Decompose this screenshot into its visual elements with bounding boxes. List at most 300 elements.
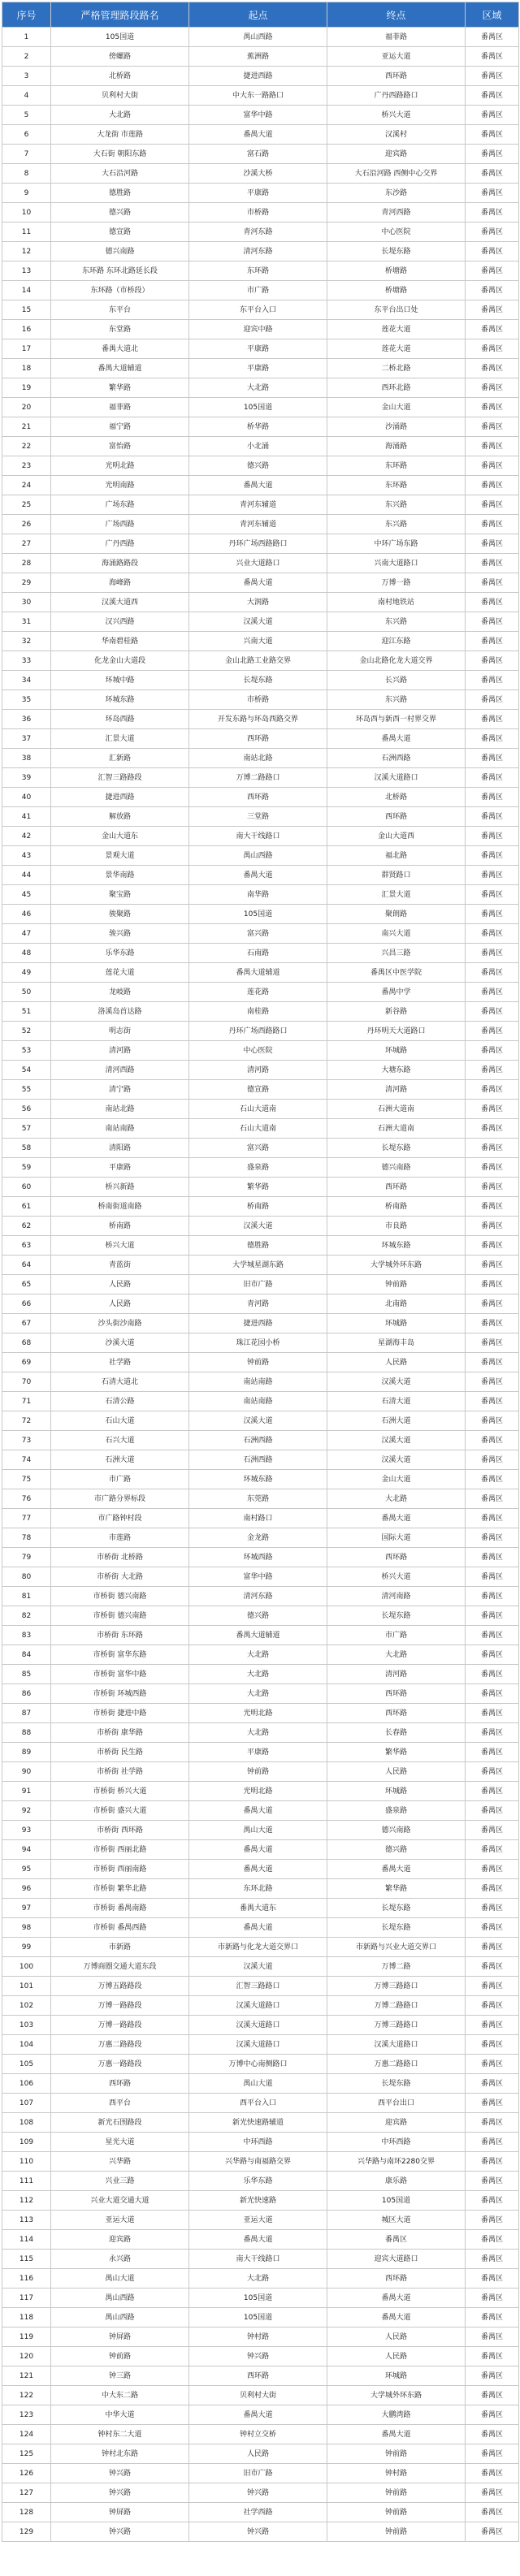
cell-start: 石山大道南 bbox=[189, 1100, 327, 1119]
header-area: 区域 bbox=[466, 2, 519, 28]
cell-no: 54 bbox=[2, 1061, 51, 1080]
table-row bbox=[2, 1022, 519, 1041]
cell-end: 人民路 bbox=[327, 1353, 466, 1372]
table-row bbox=[2, 300, 519, 320]
cell-road-name: 德宣路 bbox=[51, 223, 189, 242]
cell-road-name: 景观大道 bbox=[51, 846, 189, 866]
cell-end: 迎宾路 bbox=[327, 145, 466, 164]
cell-no: 96 bbox=[2, 1879, 51, 1899]
header-road-name: 严格管理路段路名 bbox=[51, 2, 189, 28]
cell-road-name: 德兴南路 bbox=[51, 242, 189, 261]
cell-no: 36 bbox=[2, 710, 51, 729]
cell-area: 番禺区 bbox=[466, 866, 519, 885]
cell-road-name: 化龙金山大道段 bbox=[51, 651, 189, 671]
cell-start: 开发东路与环岛西路交界 bbox=[189, 710, 327, 729]
table-row bbox=[2, 359, 519, 378]
cell-end: 北桥路 bbox=[327, 788, 466, 807]
cell-end: 汉溪大道 bbox=[327, 1431, 466, 1450]
cell-start: 番禺大道 bbox=[189, 573, 327, 593]
table-row bbox=[2, 1704, 519, 1723]
cell-area: 番禺区 bbox=[466, 1217, 519, 1236]
cell-start: 新光快速路 bbox=[189, 2191, 327, 2211]
cell-start: 莲花路 bbox=[189, 983, 327, 1002]
cell-end: 青河西路 bbox=[327, 203, 466, 223]
table-row bbox=[2, 1139, 519, 1158]
cell-area: 番禺区 bbox=[466, 437, 519, 456]
cell-area: 番禺区 bbox=[466, 1314, 519, 1333]
table-row bbox=[2, 1723, 519, 1743]
cell-road-name: 沙溪大道 bbox=[51, 1333, 189, 1353]
cell-end: 石清大道 bbox=[327, 1392, 466, 1411]
cell-end: 西环路 bbox=[327, 1704, 466, 1723]
cell-road-name: 新光石围路段 bbox=[51, 2113, 189, 2133]
cell-start: 富华中路 bbox=[189, 106, 327, 125]
cell-area: 番禺区 bbox=[466, 1528, 519, 1548]
table-row bbox=[2, 2386, 519, 2405]
cell-end: 西环路 bbox=[327, 1548, 466, 1567]
table-row bbox=[2, 2133, 519, 2152]
cell-no: 8 bbox=[2, 164, 51, 184]
cell-no: 121 bbox=[2, 2366, 51, 2386]
cell-no: 117 bbox=[2, 2289, 51, 2308]
cell-start: 大北路 bbox=[189, 1645, 327, 1665]
cell-end: 番禺区中医学院 bbox=[327, 963, 466, 983]
cell-start: 南大干线路口 bbox=[189, 827, 327, 846]
table-row bbox=[2, 1236, 519, 1256]
cell-no: 123 bbox=[2, 2405, 51, 2425]
cell-no: 29 bbox=[2, 573, 51, 593]
cell-area: 番禺区 bbox=[466, 2113, 519, 2133]
cell-area: 番禺区 bbox=[466, 1626, 519, 1645]
cell-end: 人民路 bbox=[327, 1762, 466, 1782]
cell-area: 番禺区 bbox=[466, 47, 519, 67]
cell-road-name: 市桥街 捷进中路 bbox=[51, 1704, 189, 1723]
cell-start: 平康路 bbox=[189, 184, 327, 203]
cell-road-name: 番禺大道辅道 bbox=[51, 359, 189, 378]
cell-road-name: 贝利村大街 bbox=[51, 86, 189, 106]
cell-road-name: 市桥街 德兴南路 bbox=[51, 1606, 189, 1626]
cell-area: 番禺区 bbox=[466, 2386, 519, 2405]
cell-start: 禺山大道 bbox=[189, 1821, 327, 1840]
cell-end: 石洲西路 bbox=[327, 749, 466, 768]
cell-start: 社学西路 bbox=[189, 2503, 327, 2522]
cell-area: 番禺区 bbox=[466, 2308, 519, 2327]
cell-start: 亚运大道 bbox=[189, 2211, 327, 2230]
cell-area: 番禺区 bbox=[466, 1548, 519, 1567]
cell-start: 钟兴路 bbox=[189, 2483, 327, 2503]
table-row bbox=[2, 398, 519, 417]
cell-start: 钟前路 bbox=[189, 1353, 327, 1372]
cell-end: 汉溪大道路口 bbox=[327, 2035, 466, 2055]
table-row bbox=[2, 2425, 519, 2444]
cell-no: 71 bbox=[2, 1392, 51, 1411]
cell-road-name: 捷进西路 bbox=[51, 788, 189, 807]
cell-no: 17 bbox=[2, 339, 51, 359]
cell-area: 番禺区 bbox=[466, 2055, 519, 2074]
cell-no: 82 bbox=[2, 1606, 51, 1626]
cell-area: 番禺区 bbox=[466, 1704, 519, 1723]
cell-road-name: 富怡路 bbox=[51, 437, 189, 456]
table-row bbox=[2, 963, 519, 983]
cell-no: 26 bbox=[2, 515, 51, 534]
table-row bbox=[2, 145, 519, 164]
cell-start: 番禺大道 bbox=[189, 866, 327, 885]
cell-start: 105国道 bbox=[189, 2308, 327, 2327]
cell-start: 桥南路 bbox=[189, 1197, 327, 1217]
table-row bbox=[2, 2074, 519, 2094]
cell-area: 番禺区 bbox=[466, 2503, 519, 2522]
cell-end: 汉溪大道 bbox=[327, 1450, 466, 1470]
cell-area: 番禺区 bbox=[466, 1041, 519, 1061]
cell-no: 98 bbox=[2, 1918, 51, 1938]
table-row bbox=[2, 690, 519, 710]
cell-end: 金山大道 bbox=[327, 398, 466, 417]
table-row bbox=[2, 456, 519, 476]
cell-start: 旧市广路 bbox=[189, 2464, 327, 2483]
cell-area: 番禺区 bbox=[466, 67, 519, 86]
table-row bbox=[2, 1509, 519, 1528]
cell-area: 番禺区 bbox=[466, 651, 519, 671]
cell-start: 番禺大道东 bbox=[189, 1899, 327, 1918]
cell-start: 环城东路 bbox=[189, 1470, 327, 1489]
cell-start: 汇智三路路口 bbox=[189, 1977, 327, 1996]
cell-end: 群贤路口 bbox=[327, 866, 466, 885]
cell-start: 南村路口 bbox=[189, 1509, 327, 1528]
cell-end: 番禺大道 bbox=[327, 2308, 466, 2327]
cell-end: 大鹏湾路 bbox=[327, 2405, 466, 2425]
table-row bbox=[2, 729, 519, 749]
table-row bbox=[2, 86, 519, 106]
cell-area: 番禺区 bbox=[466, 203, 519, 223]
cell-start: 石南路 bbox=[189, 944, 327, 963]
table-row bbox=[2, 223, 519, 242]
cell-area: 番禺区 bbox=[466, 827, 519, 846]
table-row bbox=[2, 2152, 519, 2172]
cell-start: 钟兴路 bbox=[189, 2522, 327, 2542]
cell-no: 30 bbox=[2, 593, 51, 612]
cell-start: 石洲西路 bbox=[189, 1450, 327, 1470]
cell-no: 92 bbox=[2, 1801, 51, 1821]
table-row bbox=[2, 67, 519, 86]
cell-end: 新谷路 bbox=[327, 1002, 466, 1022]
cell-no: 88 bbox=[2, 1723, 51, 1743]
cell-road-name: 市桥街 社学路 bbox=[51, 1762, 189, 1782]
cell-area: 番禺区 bbox=[466, 106, 519, 125]
cell-start: 禺山西路 bbox=[189, 28, 327, 47]
cell-no: 14 bbox=[2, 281, 51, 300]
cell-start: 南站北路 bbox=[189, 749, 327, 768]
cell-road-name: 禺山西路 bbox=[51, 2308, 189, 2327]
cell-road-name: 桥南路 bbox=[51, 1217, 189, 1236]
cell-area: 番禺区 bbox=[466, 2522, 519, 2542]
cell-no: 79 bbox=[2, 1548, 51, 1567]
cell-area: 番禺区 bbox=[466, 1470, 519, 1489]
cell-area: 番禺区 bbox=[466, 1100, 519, 1119]
cell-end: 万博一路 bbox=[327, 573, 466, 593]
cell-road-name: 平康路 bbox=[51, 1158, 189, 1178]
cell-no: 90 bbox=[2, 1762, 51, 1782]
cell-no: 43 bbox=[2, 846, 51, 866]
cell-road-name: 石洲大道 bbox=[51, 1450, 189, 1470]
cell-road-name: 番禺大道北 bbox=[51, 339, 189, 359]
cell-area: 番禺区 bbox=[466, 1782, 519, 1801]
cell-start: 珠江花园小桥 bbox=[189, 1333, 327, 1353]
cell-road-name: 市桥街 康华路 bbox=[51, 1723, 189, 1743]
cell-start: 乐华东路 bbox=[189, 2172, 327, 2191]
cell-end: 市广路 bbox=[327, 1626, 466, 1645]
cell-end: 兴昌三路 bbox=[327, 944, 466, 963]
table-row bbox=[2, 1002, 519, 1022]
cell-start: 西环路 bbox=[189, 2366, 327, 2386]
cell-no: 24 bbox=[2, 476, 51, 495]
table-row bbox=[2, 573, 519, 593]
cell-start: 中大东一路路口 bbox=[189, 86, 327, 106]
cell-road-name: 万惠一路路段 bbox=[51, 2055, 189, 2074]
cell-road-name: 兴业大道交通大道 bbox=[51, 2191, 189, 2211]
cell-area: 番禺区 bbox=[466, 983, 519, 1002]
table-row bbox=[2, 2055, 519, 2074]
cell-end: 兴南大道路口 bbox=[327, 554, 466, 573]
cell-start: 兴华路与南福路交界 bbox=[189, 2152, 327, 2172]
cell-start: 番禺大道 bbox=[189, 1918, 327, 1938]
cell-area: 番禺区 bbox=[466, 1256, 519, 1275]
cell-end: 长兴路 bbox=[327, 671, 466, 690]
cell-no: 116 bbox=[2, 2269, 51, 2289]
cell-start: 大北路 bbox=[189, 1684, 327, 1704]
cell-end: 东沙路 bbox=[327, 184, 466, 203]
cell-road-name: 禺山大道 bbox=[51, 2269, 189, 2289]
cell-no: 18 bbox=[2, 359, 51, 378]
table-row bbox=[2, 1879, 519, 1899]
cell-area: 番禺区 bbox=[466, 1743, 519, 1762]
cell-end: 中环广场东路 bbox=[327, 534, 466, 554]
cell-no: 13 bbox=[2, 261, 51, 281]
cell-start: 金龙路 bbox=[189, 1528, 327, 1548]
cell-start: 汉溪大道 bbox=[189, 1957, 327, 1977]
cell-start: 番禺大道 bbox=[189, 2230, 327, 2250]
cell-road-name: 汉兴西路 bbox=[51, 612, 189, 632]
cell-end: 东环路 bbox=[327, 456, 466, 476]
cell-area: 番禺区 bbox=[466, 2230, 519, 2250]
table-row bbox=[2, 47, 519, 67]
cell-road-name: 市桥街 环城西路 bbox=[51, 1684, 189, 1704]
cell-end: 星湖海丰岛 bbox=[327, 1333, 466, 1353]
table-row bbox=[2, 164, 519, 184]
cell-no: 81 bbox=[2, 1587, 51, 1606]
table-row bbox=[2, 515, 519, 534]
cell-road-name: 汇新路 bbox=[51, 749, 189, 768]
cell-road-name: 万博商圈交通大道东段 bbox=[51, 1957, 189, 1977]
cell-area: 番禺区 bbox=[466, 398, 519, 417]
cell-start: 蕉洲路 bbox=[189, 47, 327, 67]
table-row bbox=[2, 184, 519, 203]
cell-road-name: 福宁路 bbox=[51, 417, 189, 437]
cell-no: 83 bbox=[2, 1626, 51, 1645]
cell-start: 清河东路 bbox=[189, 242, 327, 261]
cell-area: 番禺区 bbox=[466, 1353, 519, 1372]
cell-start: 平康路 bbox=[189, 359, 327, 378]
cell-road-name: 繁华路 bbox=[51, 378, 189, 398]
cell-area: 番禺区 bbox=[466, 242, 519, 261]
cell-area: 番禺区 bbox=[466, 476, 519, 495]
cell-area: 番禺区 bbox=[466, 1061, 519, 1080]
cell-road-name: 禺山西路 bbox=[51, 2289, 189, 2308]
cell-end: 环城路 bbox=[327, 1314, 466, 1333]
cell-no: 42 bbox=[2, 827, 51, 846]
cell-area: 番禺区 bbox=[466, 164, 519, 184]
cell-start: 西环路 bbox=[189, 788, 327, 807]
cell-area: 番禺区 bbox=[466, 2094, 519, 2113]
table-row bbox=[2, 1353, 519, 1372]
cell-end: 中心医院 bbox=[327, 223, 466, 242]
cell-start: 小北涌 bbox=[189, 437, 327, 456]
table-row bbox=[2, 1665, 519, 1684]
cell-no: 94 bbox=[2, 1840, 51, 1860]
cell-road-name: 市广路 bbox=[51, 1470, 189, 1489]
cell-area: 番禺区 bbox=[466, 515, 519, 534]
cell-no: 119 bbox=[2, 2327, 51, 2347]
cell-road-name: 聚宝路 bbox=[51, 885, 189, 905]
cell-area: 番禺区 bbox=[466, 2172, 519, 2191]
table-row bbox=[2, 1275, 519, 1294]
cell-start: 德兴路 bbox=[189, 1606, 327, 1626]
cell-end: 钟前路 bbox=[327, 2483, 466, 2503]
cell-start: 沙溪大桥 bbox=[189, 164, 327, 184]
cell-area: 番禺区 bbox=[466, 1022, 519, 1041]
table-row bbox=[2, 2405, 519, 2425]
cell-road-name: 石清大道北 bbox=[51, 1372, 189, 1392]
cell-end: 福菲路 bbox=[327, 28, 466, 47]
cell-end: 长堤东路 bbox=[327, 1918, 466, 1938]
cell-area: 番禺区 bbox=[466, 1723, 519, 1743]
table-row bbox=[2, 1626, 519, 1645]
cell-area: 番禺区 bbox=[466, 924, 519, 944]
cell-end: 金山大道 bbox=[327, 1470, 466, 1489]
cell-road-name: 东环路（市桥段） bbox=[51, 281, 189, 300]
cell-end: 亚运大道 bbox=[327, 47, 466, 67]
table-row bbox=[2, 671, 519, 690]
cell-end: 迎宾路 bbox=[327, 2113, 466, 2133]
table-row bbox=[2, 2172, 519, 2191]
cell-area: 番禺区 bbox=[466, 2269, 519, 2289]
cell-road-name: 洛溪岛首达路 bbox=[51, 1002, 189, 1022]
cell-area: 番禺区 bbox=[466, 885, 519, 905]
cell-no: 100 bbox=[2, 1957, 51, 1977]
cell-no: 65 bbox=[2, 1275, 51, 1294]
cell-no: 40 bbox=[2, 788, 51, 807]
cell-no: 109 bbox=[2, 2133, 51, 2152]
cell-area: 番禺区 bbox=[466, 359, 519, 378]
cell-end: 大石沿河路 西侧中心交界 bbox=[327, 164, 466, 184]
cell-end: 番禺大道 bbox=[327, 2425, 466, 2444]
cell-area: 番禺区 bbox=[466, 145, 519, 164]
table-row bbox=[2, 924, 519, 944]
table-row bbox=[2, 1743, 519, 1762]
cell-no: 76 bbox=[2, 1489, 51, 1509]
cell-road-name: 西平台 bbox=[51, 2094, 189, 2113]
cell-road-name: 南站南路 bbox=[51, 1119, 189, 1139]
cell-area: 番禺区 bbox=[466, 1119, 519, 1139]
cell-end: 海涌路 bbox=[327, 437, 466, 456]
cell-road-name: 市桥街 富华中路 bbox=[51, 1665, 189, 1684]
cell-road-name: 西环路 bbox=[51, 2074, 189, 2094]
cell-no: 56 bbox=[2, 1100, 51, 1119]
cell-end: 大学城外环东路 bbox=[327, 2386, 466, 2405]
cell-area: 番禺区 bbox=[466, 1431, 519, 1450]
cell-area: 番禺区 bbox=[466, 125, 519, 145]
cell-no: 99 bbox=[2, 1938, 51, 1957]
cell-road-name: 汇智三路路段 bbox=[51, 768, 189, 788]
cell-road-name: 景华南路 bbox=[51, 866, 189, 885]
cell-no: 80 bbox=[2, 1567, 51, 1587]
cell-no: 74 bbox=[2, 1450, 51, 1470]
cell-end: 汇景大道 bbox=[327, 885, 466, 905]
table-row bbox=[2, 2211, 519, 2230]
cell-road-name: 市桥街 东环路 bbox=[51, 1626, 189, 1645]
table-row bbox=[2, 866, 519, 885]
table-row bbox=[2, 534, 519, 554]
cell-road-name: 德兴路 bbox=[51, 203, 189, 223]
cell-start: 105国道 bbox=[189, 398, 327, 417]
cell-start: 105国道 bbox=[189, 2289, 327, 2308]
cell-end: 番禺大道 bbox=[327, 1509, 466, 1528]
table-row bbox=[2, 2016, 519, 2035]
table-row bbox=[2, 788, 519, 807]
table-row bbox=[2, 28, 519, 47]
cell-area: 番禺区 bbox=[466, 534, 519, 554]
cell-road-name: 海峰路 bbox=[51, 573, 189, 593]
cell-end: 广丹西路路口 bbox=[327, 86, 466, 106]
cell-no: 12 bbox=[2, 242, 51, 261]
table-row bbox=[2, 593, 519, 612]
cell-road-name: 傍螺路 bbox=[51, 47, 189, 67]
cell-area: 番禺区 bbox=[466, 2425, 519, 2444]
cell-road-name: 东环路 东环北路延长段 bbox=[51, 261, 189, 281]
table-row bbox=[2, 1528, 519, 1548]
cell-road-name: 桥兴新路 bbox=[51, 1178, 189, 1197]
cell-end: 钟前路 bbox=[327, 1275, 466, 1294]
cell-no: 111 bbox=[2, 2172, 51, 2191]
table-row bbox=[2, 1684, 519, 1704]
cell-end: 万博二路 bbox=[327, 1957, 466, 1977]
cell-no: 48 bbox=[2, 944, 51, 963]
cell-area: 番禺区 bbox=[466, 378, 519, 398]
cell-road-name: 钟村北东路 bbox=[51, 2444, 189, 2464]
table-row bbox=[2, 651, 519, 671]
cell-start: 石山大道南 bbox=[189, 1119, 327, 1139]
cell-road-name: 万博一路路段 bbox=[51, 2016, 189, 2035]
cell-no: 52 bbox=[2, 1022, 51, 1041]
table-row bbox=[2, 1567, 519, 1587]
cell-start: 汉溪大道路口 bbox=[189, 1996, 327, 2016]
cell-no: 9 bbox=[2, 184, 51, 203]
table-row bbox=[2, 1294, 519, 1314]
cell-road-name: 万惠二路路段 bbox=[51, 2035, 189, 2055]
cell-end: 钟前路 bbox=[327, 2444, 466, 2464]
cell-area: 番禺区 bbox=[466, 2211, 519, 2230]
cell-road-name: 桥南街道南路 bbox=[51, 1197, 189, 1217]
cell-start: 青河东辅道 bbox=[189, 515, 327, 534]
cell-start: 西环路 bbox=[189, 729, 327, 749]
table-row bbox=[2, 378, 519, 398]
cell-start: 汉溪大道路口 bbox=[189, 2016, 327, 2035]
table-row bbox=[2, 203, 519, 223]
cell-area: 番禺区 bbox=[466, 1333, 519, 1353]
cell-no: 67 bbox=[2, 1314, 51, 1333]
cell-area: 番禺区 bbox=[466, 1996, 519, 2016]
cell-end: 国际大道 bbox=[327, 1528, 466, 1548]
cell-no: 34 bbox=[2, 671, 51, 690]
